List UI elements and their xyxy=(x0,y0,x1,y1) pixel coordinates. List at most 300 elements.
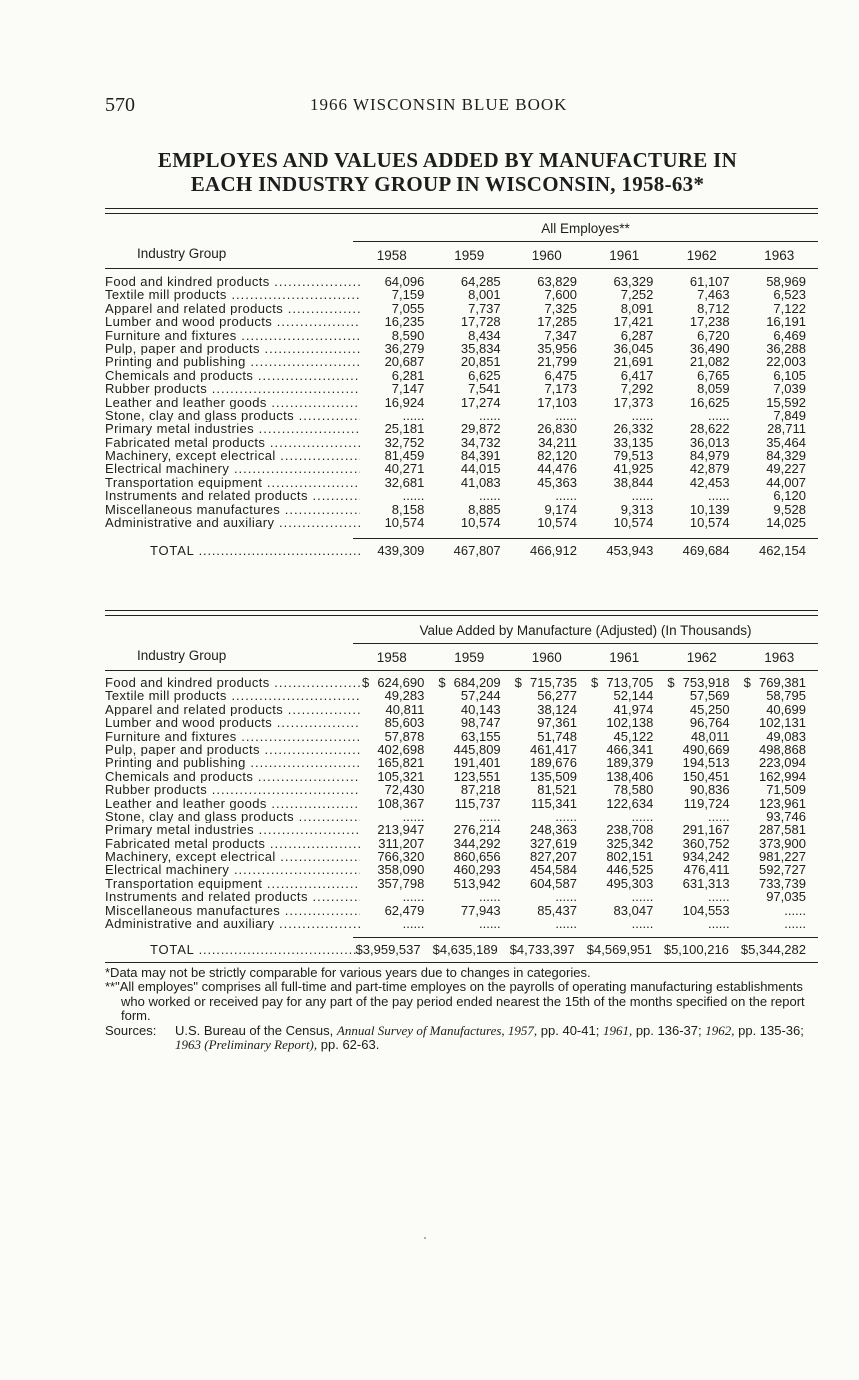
row-label: Lumber and wood products ..... xyxy=(105,716,360,729)
table-row xyxy=(105,716,818,729)
table-cell: 35,834 xyxy=(460,340,501,356)
table-cell: 461,417 xyxy=(529,741,577,757)
table-cell: 41,083 xyxy=(460,474,501,490)
table-cell: 327,619 xyxy=(529,835,577,851)
table-cell: 58,969 xyxy=(766,274,806,289)
row-header: Industry Group xyxy=(137,648,227,663)
table-cell: 194,513 xyxy=(682,755,730,771)
table-row xyxy=(105,288,818,301)
source-title: 1961, xyxy=(602,1023,633,1039)
year-header: 1958 xyxy=(376,650,407,665)
table-cell: 17,274 xyxy=(460,394,501,410)
table-cell: 71,509 xyxy=(766,782,806,798)
table-cell: 32,752 xyxy=(384,434,425,450)
table-cell: 15,592 xyxy=(766,394,806,410)
table-row xyxy=(105,877,818,890)
data-rows xyxy=(105,275,818,529)
table-cell: 17,728 xyxy=(460,314,501,330)
year-header: 1958 xyxy=(376,248,407,263)
table-cell: 51,748 xyxy=(537,728,577,744)
table-cell: 122,634 xyxy=(606,795,654,811)
table-cell: 7,122 xyxy=(773,300,806,316)
table-cell: 44,015 xyxy=(460,461,501,477)
table-cell: 276,214 xyxy=(453,822,501,838)
row-label: Miscellaneous manufactures ..... xyxy=(105,904,360,917)
table-cell: 7,463 xyxy=(697,287,730,303)
row-label: Electrical machinery ..... xyxy=(105,462,360,475)
table-cell: 104,553 xyxy=(682,902,730,918)
table-cell: ...... xyxy=(478,488,501,504)
table-cell: 52,144 xyxy=(613,688,654,704)
table-cell: 138,406 xyxy=(606,768,654,784)
table-row xyxy=(105,863,818,876)
table-row xyxy=(105,396,818,409)
table-cell: 16,235 xyxy=(384,314,425,330)
table-cell: 56,277 xyxy=(537,688,577,704)
row-label: Lumber and wood products ..... xyxy=(105,315,360,328)
table-cell: ...... xyxy=(631,916,654,932)
group-header: All Employes** xyxy=(541,221,630,236)
row-label: Miscellaneous manufactures ..... xyxy=(105,503,360,516)
total-rule xyxy=(353,538,818,539)
table-row xyxy=(105,503,818,516)
table-cell: 498,868 xyxy=(758,741,806,757)
row-label: Apparel and related products ..... xyxy=(105,302,360,315)
total-value: 466,912 xyxy=(529,543,577,558)
table-cell: 93,746 xyxy=(766,808,806,824)
year-header: 1959 xyxy=(454,248,485,263)
top-double-rule xyxy=(105,208,818,214)
table-cell: 454,584 xyxy=(529,862,577,878)
row-label: Transportation equipment ..... xyxy=(105,877,360,890)
table-cell: 150,451 xyxy=(682,768,730,784)
total-value: $4,635,189 xyxy=(432,942,498,957)
table-cell: 21,799 xyxy=(537,354,577,370)
table-cell: 44,007 xyxy=(766,474,806,490)
group-header-rule xyxy=(353,643,818,644)
table-cell: 6,523 xyxy=(773,287,806,303)
year-header: 1963 xyxy=(764,650,795,665)
table-cell: 81,521 xyxy=(537,782,577,798)
row-label: Instruments and related products ..... xyxy=(105,890,360,903)
table-cell: 6,720 xyxy=(697,327,730,343)
table-cell: ...... xyxy=(402,916,425,932)
source-text: pp. 135-36; xyxy=(738,1023,804,1039)
table-cell: 77,943 xyxy=(460,902,501,918)
table-cell: 40,271 xyxy=(384,461,425,477)
table-cell: 223,094 xyxy=(758,755,806,771)
source-text: pp. 136-37; xyxy=(635,1023,702,1039)
table-cell: 36,288 xyxy=(766,340,806,356)
source-text: pp. 40-41; xyxy=(540,1023,600,1039)
table-cell: 6,469 xyxy=(773,327,806,343)
table-cell: 827,207 xyxy=(529,849,577,865)
year-headers xyxy=(353,248,818,263)
table-cell: 7,292 xyxy=(620,381,654,397)
table-cell: 42,453 xyxy=(689,474,730,490)
source-title: 1962, xyxy=(705,1023,735,1039)
source-title: Annual Survey of Manufactures, 1957, xyxy=(336,1023,538,1039)
row-label: Chemicals and products ..... xyxy=(105,770,360,783)
table-cell: 64,096 xyxy=(384,274,425,289)
row-label: Machinery, except electrical ..... xyxy=(105,449,360,462)
row-label: Textile mill products ..... xyxy=(105,689,360,702)
table-cell: 84,391 xyxy=(460,448,501,464)
table-cell: 45,250 xyxy=(689,701,730,717)
table-row xyxy=(105,275,818,288)
table-cell: ...... xyxy=(478,889,501,905)
row-label: Rubber products ..... xyxy=(105,783,360,796)
row-label: Pulp, paper and products ..... xyxy=(105,342,360,355)
table-cell: 189,379 xyxy=(606,755,654,771)
table-cell: 49,083 xyxy=(766,728,806,744)
table-cell: ...... xyxy=(478,808,501,824)
table-cell: 57,244 xyxy=(460,688,501,704)
table-cell: 934,242 xyxy=(682,849,730,865)
row-label: Printing and publishing ..... xyxy=(105,756,360,769)
table-cell: 40,699 xyxy=(766,701,806,717)
table-cell: 21,691 xyxy=(613,354,654,370)
table-cell: 32,681 xyxy=(384,474,425,490)
year-header: 1962 xyxy=(686,248,717,263)
table-cell: 402,698 xyxy=(377,741,425,757)
table-row xyxy=(105,917,818,930)
table-cell: ...... xyxy=(555,407,577,423)
table-cell: 63,329 xyxy=(613,274,654,289)
table-cell: 191,401 xyxy=(453,755,501,771)
table-cell: 28,622 xyxy=(689,421,730,437)
table-cell: 108,367 xyxy=(377,795,425,811)
table-cell: 123,551 xyxy=(453,768,501,784)
table-cell: 10,574 xyxy=(384,515,425,531)
table-cell: 105,321 xyxy=(377,768,425,784)
table-row xyxy=(105,489,818,502)
table-row xyxy=(105,382,818,395)
table-row xyxy=(105,797,818,810)
total-value: 467,807 xyxy=(453,543,501,558)
table-row xyxy=(105,850,818,863)
total-value: 439,309 xyxy=(377,543,425,558)
sources-text xyxy=(175,1024,818,1053)
table-cell: 7,325 xyxy=(544,300,577,316)
table-cell: 61,107 xyxy=(689,274,730,289)
table-cell: 7,039 xyxy=(773,381,806,397)
table-cell: ...... xyxy=(555,808,577,824)
row-label: Furniture and fixtures ..... xyxy=(105,329,360,342)
table-cell: 14,025 xyxy=(766,515,806,531)
table-cell: 72,430 xyxy=(384,782,425,798)
table-row xyxy=(105,449,818,462)
row-label: Pulp, paper and products ..... xyxy=(105,743,360,756)
row-label: Stone, clay and glass products ..... xyxy=(105,409,360,422)
table-row xyxy=(105,904,818,917)
table-cell: 79,513 xyxy=(613,448,654,464)
table-cell: 84,979 xyxy=(689,448,730,464)
table-cell: 26,830 xyxy=(537,421,577,437)
table-cell: 9,313 xyxy=(620,501,654,517)
year-header: 1960 xyxy=(531,650,562,665)
table-cell: 45,363 xyxy=(537,474,577,490)
table-cell: 9,528 xyxy=(773,501,806,517)
table-cell: ...... xyxy=(402,889,425,905)
table-cell: 7,541 xyxy=(468,381,501,397)
table-row xyxy=(105,837,818,850)
total-label: TOTAL ..... xyxy=(105,543,360,558)
table-cell: 38,844 xyxy=(613,474,654,490)
table-cell: 291,167 xyxy=(682,822,730,838)
table-cell: 10,139 xyxy=(689,501,730,517)
table-row xyxy=(105,676,818,689)
row-label: Stone, clay and glass products ..... xyxy=(105,810,360,823)
table-cell: 766,320 xyxy=(377,849,425,865)
table-cell: ...... xyxy=(707,916,730,932)
table-cell: 97,035 xyxy=(766,889,806,905)
table-row xyxy=(105,342,818,355)
row-label: Administrative and auxiliary ..... xyxy=(105,917,360,930)
table-cell: 16,924 xyxy=(384,394,425,410)
table-cell: 25,181 xyxy=(384,421,425,437)
table-cell: 35,464 xyxy=(766,434,806,450)
row-label: Leather and leather goods ..... xyxy=(105,396,360,409)
table-cell: 57,878 xyxy=(384,728,425,744)
table-cell: 42,879 xyxy=(689,461,730,477)
table-cell: 36,490 xyxy=(689,340,730,356)
year-header: 1963 xyxy=(764,248,795,263)
page-number: 570 xyxy=(105,94,135,116)
table-cell: 9,174 xyxy=(544,501,577,517)
row-label: Electrical machinery ..... xyxy=(105,863,360,876)
table-cell: ...... xyxy=(631,488,654,504)
table-row xyxy=(105,890,818,903)
row-label: Food and kindred products ..... xyxy=(105,275,360,288)
table-cell: 64,285 xyxy=(460,274,501,289)
table-cell: $ 624,690 xyxy=(360,676,436,689)
year-header: 1961 xyxy=(609,650,640,665)
table-cell: 466,341 xyxy=(606,741,654,757)
header-rule xyxy=(105,268,818,269)
table-cell: 83,047 xyxy=(613,902,654,918)
table-row xyxy=(105,422,818,435)
title-line-2: EACH INDUSTRY GROUP IN WISCONSIN, 1958-63* xyxy=(190,172,705,196)
table-cell: 97,361 xyxy=(537,715,577,731)
table-cell: 358,090 xyxy=(377,862,425,878)
total-value: $5,344,282 xyxy=(740,942,806,957)
table-cell: 733,739 xyxy=(758,875,806,891)
table-cell: 22,003 xyxy=(766,354,806,370)
table-cell: 213,947 xyxy=(377,822,425,838)
sources-label: Sources: xyxy=(105,1023,157,1039)
value-added-table xyxy=(105,610,818,964)
row-label: Leather and leather goods ..... xyxy=(105,797,360,810)
table-row xyxy=(105,703,818,716)
table-cell: 6,417 xyxy=(620,367,654,383)
group-header: Value Added by Manufacture (Adjusted) (In Thousands) xyxy=(419,623,752,638)
table-cell: 82,120 xyxy=(537,448,577,464)
table-row xyxy=(105,476,818,489)
table-row xyxy=(105,329,818,342)
total-row xyxy=(105,543,818,558)
total-value: $4,569,951 xyxy=(586,942,652,957)
table-cell: 17,103 xyxy=(537,394,577,410)
table-cell: 631,313 xyxy=(682,875,730,891)
row-label: Fabricated metal products ..... xyxy=(105,837,360,850)
table-cell: 96,764 xyxy=(689,715,730,731)
table-cell: 445,809 xyxy=(453,741,501,757)
table-cell: 287,581 xyxy=(758,822,806,838)
row-label: Printing and publishing ..... xyxy=(105,355,360,368)
row-label: Apparel and related products ..... xyxy=(105,703,360,716)
table-cell: ...... xyxy=(402,407,425,423)
table-cell: 44,476 xyxy=(537,461,577,477)
table-cell: 58,795 xyxy=(766,688,806,704)
table-cell: 34,732 xyxy=(460,434,501,450)
table-cell: 495,303 xyxy=(606,875,654,891)
row-label: Transportation equipment ..... xyxy=(105,476,360,489)
footnotes xyxy=(105,966,818,1053)
table-cell: 10,574 xyxy=(689,515,730,531)
table-cell: $ 715,735 xyxy=(513,676,589,689)
year-header: 1960 xyxy=(531,248,562,263)
table-cell: 360,752 xyxy=(682,835,730,851)
table-cell: 45,122 xyxy=(613,728,654,744)
footnote-1: *Data may not be strictly comparable for various years due to changes in categories. xyxy=(105,965,591,980)
year-headers xyxy=(353,650,818,665)
table-cell: ...... xyxy=(631,407,654,423)
table-row xyxy=(105,770,818,783)
table-cell: 238,708 xyxy=(606,822,654,838)
table-cell: 38,124 xyxy=(537,701,577,717)
year-header: 1961 xyxy=(609,248,640,263)
sources xyxy=(105,1024,818,1053)
row-label: Furniture and fixtures ..... xyxy=(105,730,360,743)
table-row xyxy=(105,810,818,823)
table-row xyxy=(105,462,818,475)
table-cell: 115,737 xyxy=(454,795,501,811)
table-row xyxy=(105,302,818,315)
table-cell: 8,590 xyxy=(391,327,425,343)
row-label: Food and kindred products ..... xyxy=(105,676,360,689)
table-cell: ...... xyxy=(478,916,501,932)
table-cell: 490,669 xyxy=(682,741,730,757)
table-cell: 20,687 xyxy=(384,354,425,370)
row-label: Rubber products ..... xyxy=(105,382,360,395)
table-cell: 90,836 xyxy=(689,782,730,798)
table-cell: 6,287 xyxy=(620,327,654,343)
table-row xyxy=(105,516,818,529)
table-cell: 135,509 xyxy=(529,768,577,784)
table-cell: 7,055 xyxy=(391,300,425,316)
table-cell: ...... xyxy=(784,916,806,932)
table-cell: 8,059 xyxy=(697,381,730,397)
table-row xyxy=(105,355,818,368)
table-cell: ...... xyxy=(555,889,577,905)
table-cell: 604,587 xyxy=(529,875,577,891)
table-cell: 7,159 xyxy=(391,287,425,303)
table-cell: 7,173 xyxy=(544,381,577,397)
table-cell: 63,829 xyxy=(537,274,577,289)
table-cell: 325,342 xyxy=(606,835,654,851)
document-title xyxy=(90,148,805,196)
year-header: 1962 xyxy=(686,650,717,665)
table-cell: 33,135 xyxy=(613,434,654,450)
table-cell: 36,045 xyxy=(613,340,654,356)
table-cell: 8,091 xyxy=(620,300,654,316)
table-cell: 17,285 xyxy=(537,314,577,330)
table-cell: 6,625 xyxy=(468,367,501,383)
table-row xyxy=(105,409,818,422)
table-cell: 57,569 xyxy=(689,688,730,704)
table-cell: 123,961 xyxy=(758,795,806,811)
table-cell: 26,332 xyxy=(613,421,654,437)
table-cell: 513,942 xyxy=(453,875,501,891)
table-cell: 49,283 xyxy=(384,688,425,704)
data-rows xyxy=(105,676,818,930)
table-cell: 41,925 xyxy=(613,461,654,477)
table-cell: 36,013 xyxy=(689,434,730,450)
total-value: 462,154 xyxy=(758,543,806,558)
table-cell: 7,737 xyxy=(468,300,501,316)
source-title: 1963 (Preliminary Report), xyxy=(175,1037,318,1053)
total-value: 453,943 xyxy=(606,543,654,558)
title-line-1: EMPLOYES AND VALUES ADDED BY MANUFACTURE IN xyxy=(157,148,738,172)
table-cell: 84,329 xyxy=(766,448,806,464)
source-text: U.S. Bureau of the Census, xyxy=(175,1023,334,1039)
table-cell: 35,956 xyxy=(537,340,577,356)
total-value: 469,684 xyxy=(682,543,730,558)
total-rule xyxy=(353,937,818,938)
bottom-rule xyxy=(105,962,818,963)
table-cell: 29,872 xyxy=(460,421,501,437)
table-cell: 21,082 xyxy=(689,354,730,370)
table-cell: ...... xyxy=(402,808,425,824)
table-cell: 162,994 xyxy=(758,768,806,784)
table-row xyxy=(105,436,818,449)
table-cell: ...... xyxy=(631,808,654,824)
table-cell: 8,158 xyxy=(391,501,425,517)
table-cell: 802,151 xyxy=(606,849,654,865)
top-double-rule xyxy=(105,610,818,616)
table-cell: ...... xyxy=(707,889,730,905)
table-cell: 10,574 xyxy=(613,515,654,531)
table-row xyxy=(105,730,818,743)
table-cell: $ 753,918 xyxy=(665,676,741,689)
table-cell: 357,798 xyxy=(377,875,425,891)
table-cell: 62,479 xyxy=(384,902,425,918)
row-label: Primary metal industries ..... xyxy=(105,823,360,836)
table-cell: 6,105 xyxy=(773,367,806,383)
header-rule xyxy=(105,670,818,671)
table-cell: 20,851 xyxy=(460,354,501,370)
table-cell: 17,238 xyxy=(689,314,730,330)
table-cell: 98,747 xyxy=(460,715,501,731)
table-cell: 102,131 xyxy=(758,715,806,731)
row-label: Administrative and auxiliary ..... xyxy=(105,516,360,529)
table-cell: $ 713,705 xyxy=(589,676,665,689)
row-label: Textile mill products ..... xyxy=(105,288,360,301)
table-cell: 16,191 xyxy=(766,314,806,330)
table-cell: 189,676 xyxy=(529,755,577,771)
table-row xyxy=(105,315,818,328)
table-cell: 6,120 xyxy=(773,488,806,504)
table-cell: 981,227 xyxy=(758,849,806,865)
table-cell: ...... xyxy=(555,488,577,504)
table-cell: ...... xyxy=(478,407,501,423)
table-cell: 860,656 xyxy=(453,849,501,865)
row-header: Industry Group xyxy=(137,246,227,261)
table-cell: 7,347 xyxy=(544,327,577,343)
table-cell: 28,711 xyxy=(767,421,806,437)
table-cell: 10,574 xyxy=(537,515,577,531)
